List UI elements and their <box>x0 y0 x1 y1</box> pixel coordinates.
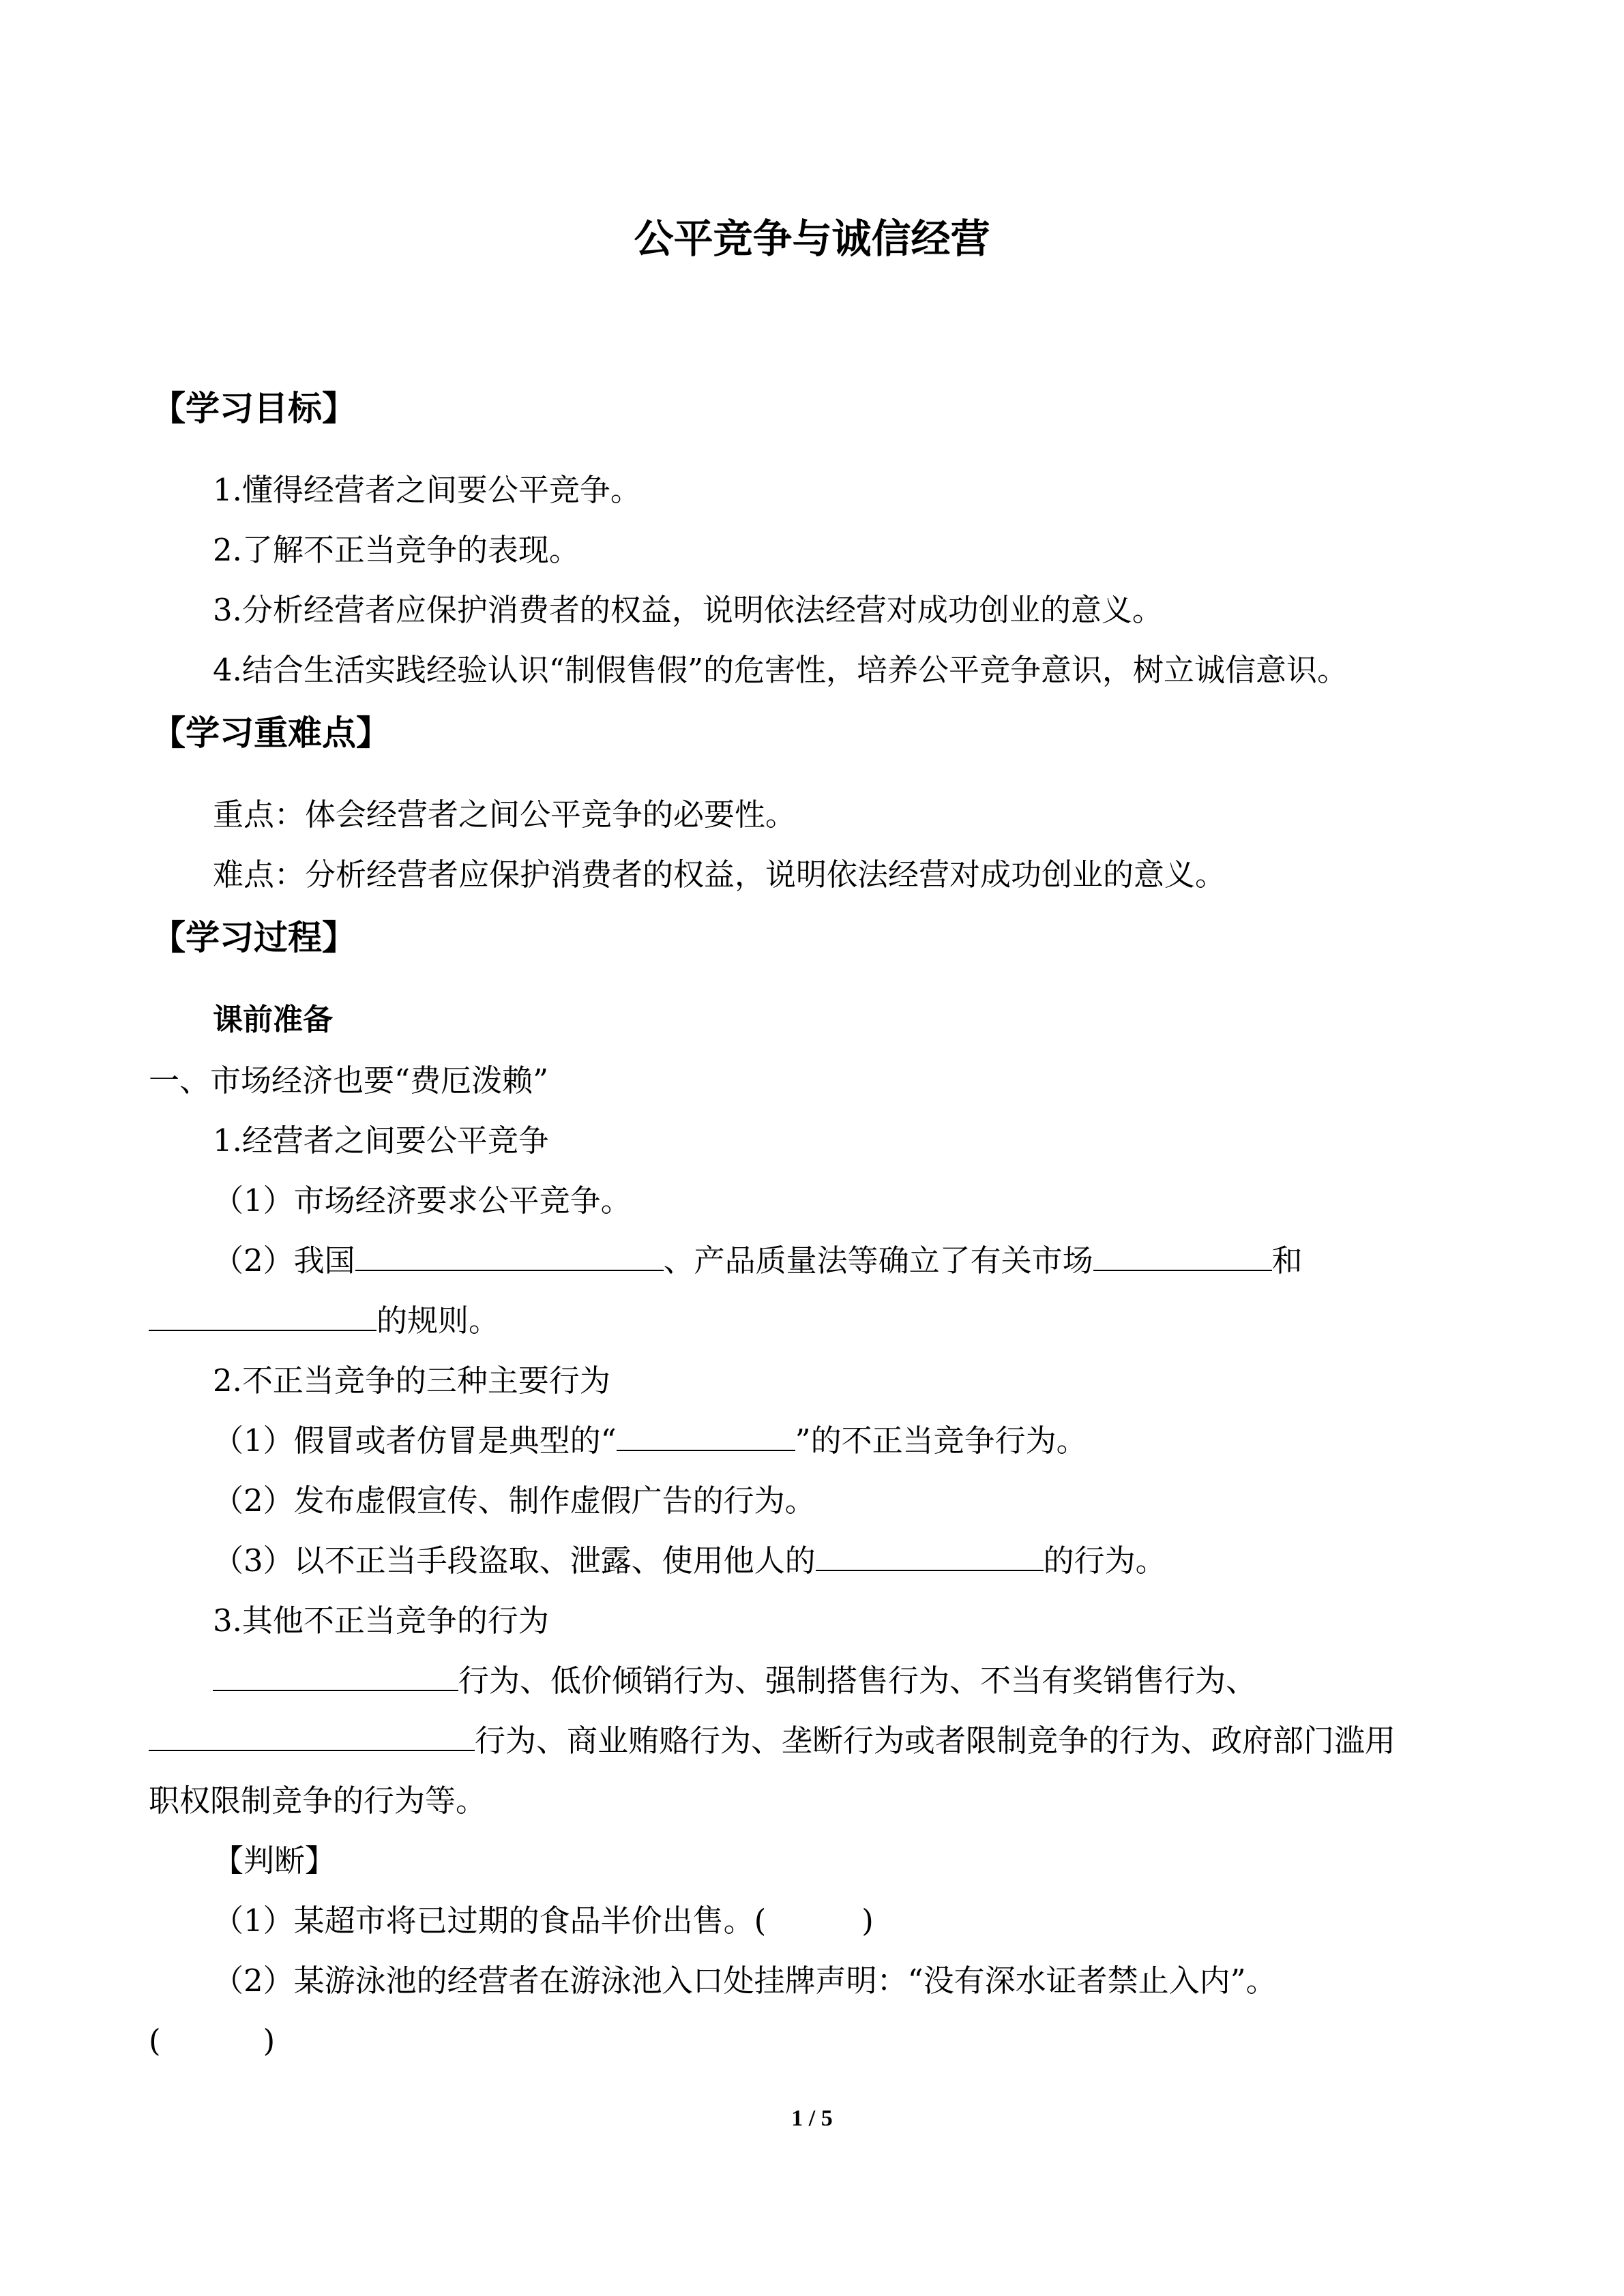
prep-label: 课前准备 <box>213 1002 333 1037</box>
objective-item: 4.结合生活实践经验认识“制假售假”的危害性，培养公平竞争意识，树立诚信意识。 <box>213 652 1348 688</box>
fill-blank-line <box>213 1660 1256 1702</box>
fill-blank-line <box>149 1300 499 1342</box>
text-segment: （1）假冒或者仿冒是典型的“ <box>213 1422 617 1459</box>
section-heading-objectives: 【学习目标】 <box>151 389 356 428</box>
difficult-point-item: 难点：分析经营者应保护消费者的权益，说明依法经营对成功创业的意义。 <box>213 856 1226 893</box>
document-title: 公平竞争与诚信经营 <box>634 215 990 262</box>
text-segment: 的规则。 <box>377 1302 500 1339</box>
judge-item: （2）某游泳池的经营者在游泳池入口处挂牌声明：“没有深水证者禁止入内”。 <box>213 1963 1277 1999</box>
point-title: 1.经营者之间要公平竞争 <box>213 1122 549 1159</box>
text-segment: 和 <box>1271 1242 1303 1279</box>
answer-blank[interactable] <box>1093 1242 1272 1271</box>
point-title: 2.不正当竞争的三种主要行为 <box>213 1362 610 1399</box>
objective-item: 1.懂得经营者之间要公平竞争。 <box>213 472 641 508</box>
text-segment: 的行为。 <box>1043 1542 1166 1579</box>
text-segment: （3）以不正当手段盗取、泄露、使用他人的 <box>213 1542 816 1579</box>
text-segment: ”的不正当竞争行为。 <box>795 1422 1087 1459</box>
answer-blank[interactable] <box>149 1302 377 1331</box>
text-segment: 行为、商业贿赂行为、垄断行为或者限制竞争的行为、政府部门滥用 <box>475 1723 1396 1759</box>
point-item: （2）发布虚假宣传、制作虚假广告的行为。 <box>213 1482 816 1519</box>
objective-item: 2.了解不正当竞争的表现。 <box>213 532 580 568</box>
point-item: （1）市场经济要求公平竞争。 <box>213 1182 632 1219</box>
fill-blank-line <box>213 1420 1087 1462</box>
fill-blank-line <box>213 1540 1166 1582</box>
text-segment: ) <box>861 1903 874 1939</box>
text-segment: ) <box>263 2023 276 2059</box>
fill-blank-line <box>149 1720 1396 1762</box>
answer-blank[interactable] <box>149 1723 475 1751</box>
fill-blank-line <box>213 1240 1303 1282</box>
judge-answer-line <box>149 2020 275 2062</box>
judge-label: 【判断】 <box>213 1843 336 1879</box>
text-segment: 行为、低价倾销行为、强制搭售行为、不当有奖销售行为、 <box>458 1663 1257 1699</box>
text-segment: 、产品质量法等确立了有关市场 <box>663 1242 1093 1279</box>
paragraph-line: 职权限制竞争的行为等。 <box>149 1783 487 1819</box>
section-heading-key-points: 【学习重难点】 <box>151 713 390 753</box>
judge-item <box>213 1900 874 1942</box>
text-segment: ( <box>149 2023 161 2059</box>
page-number: 1 / 5 <box>791 2106 833 2131</box>
section-heading-process: 【学习过程】 <box>151 918 356 957</box>
part-title: 一、市场经济也要“费厄泼赖” <box>149 1062 549 1099</box>
objective-item: 3.分析经营者应保护消费者的权益，说明依法经营对成功创业的意义。 <box>213 592 1163 628</box>
point-title: 3.其他不正当竞争的行为 <box>213 1602 549 1639</box>
answer-blank[interactable] <box>617 1422 795 1451</box>
text-segment: （1）某超市将已过期的食品半价出售。( <box>213 1903 767 1939</box>
text-segment: （2）我国 <box>213 1242 355 1279</box>
answer-blank[interactable] <box>816 1542 1044 1571</box>
answer-blank[interactable] <box>355 1242 664 1271</box>
answer-blank[interactable] <box>213 1663 458 1691</box>
key-point-item: 重点：体会经营者之间公平竞争的必要性。 <box>213 796 797 833</box>
